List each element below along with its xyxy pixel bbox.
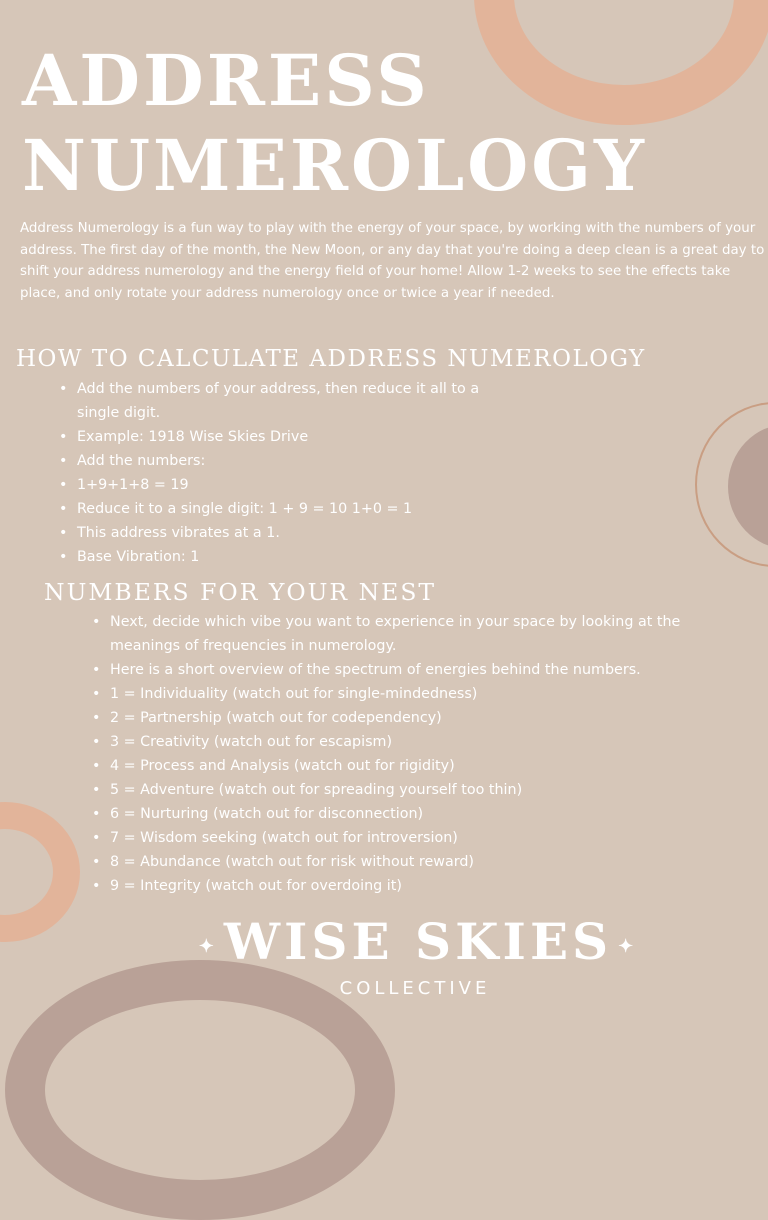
list-item: • Example: 1918 Wise Skies Drive xyxy=(77,425,517,449)
list-item: • Reduce it to a single digit: 1 + 9 = 10 1+0 = 1 xyxy=(77,497,517,521)
list-item: • 1 = Individuality (watch out for single-mindedness) xyxy=(110,682,750,706)
list-item: • Next, decide which vibe you want to experience in your space by looking at the meanings of frequencies in numerology. xyxy=(110,610,750,658)
list-item: • 1+9+1+8 = 19 xyxy=(77,473,517,497)
list-item: • Add the numbers: xyxy=(77,449,517,473)
list-item: • Add the numbers of your address, then reduce it all to a single digit. xyxy=(77,377,517,425)
page-title-line-2: NUMEROLOGY xyxy=(22,124,647,207)
list-item: • 8 = Abundance (watch out for risk without reward) xyxy=(110,850,750,874)
brand-logo xyxy=(160,912,676,971)
list-item: • Base Vibration: 1 xyxy=(77,545,517,569)
page-title xyxy=(22,38,647,208)
heading-numbers-for-your-nest: NUMBERS FOR YOUR NEST xyxy=(44,578,437,606)
list-item: • 4 = Process and Analysis (watch out for rigidity) xyxy=(110,754,750,778)
decorative-ring-left xyxy=(0,802,80,942)
intro-paragraph: Address Numerology is a fun way to play with the energy of your space, by working with the numbers of your address. The first day of the month, the New Moon, or any day that you're doing a deep clean is a great day to shift your address numerology and the energy field of your home! Allow 1-2 weeks to see the effects take place, and only rotate your address numerology once or twice a year if needed. xyxy=(20,221,765,301)
list-item: • 5 = Adventure (watch out for spreading yourself too thin) xyxy=(110,778,750,802)
heading-how-to-calculate: HOW TO CALCULATE ADDRESS NUMEROLOGY xyxy=(16,346,646,372)
diamond-ornament-icon: ✦ xyxy=(198,935,218,957)
brand-name: WISE SKIES xyxy=(223,912,613,971)
diamond-ornament-icon: ✦ xyxy=(618,935,638,957)
list-item: • 3 = Creativity (watch out for escapism) xyxy=(110,730,750,754)
calculate-steps-list xyxy=(77,377,517,569)
list-item: • Here is a short overview of the spectrum of energies behind the numbers. xyxy=(110,658,750,682)
list-item: • 9 = Integrity (watch out for overdoing it) xyxy=(110,874,750,898)
list-item: • 7 = Wisdom seeking (watch out for introversion) xyxy=(110,826,750,850)
list-item: • 6 = Nurturing (watch out for disconnection) xyxy=(110,802,750,826)
page-title-line-1: ADDRESS xyxy=(22,39,430,122)
list-item: • This address vibrates at a 1. xyxy=(77,521,517,545)
decorative-arc-bottom xyxy=(5,960,395,1220)
brand-subtitle: COLLECTIVE xyxy=(339,978,491,999)
numbers-meanings-list xyxy=(110,610,750,898)
list-item: • 2 = Partnership (watch out for codependency) xyxy=(110,706,750,730)
